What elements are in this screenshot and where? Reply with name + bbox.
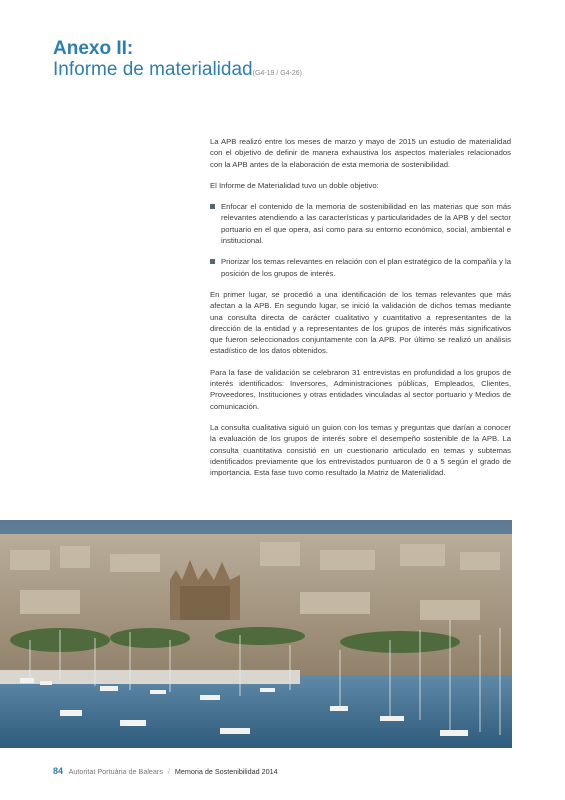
footer-separator: / [167,767,170,776]
body-text [210,136,511,488]
list-item [210,201,511,246]
list-item [210,256,511,279]
objective-list [210,201,511,279]
page-number: 84 [53,766,64,776]
organization-name: Autoritat Portuària de Balears [68,767,163,776]
paragraph-objective: El Informe de Materialidad tuvo un doble objetivo: [210,180,379,190]
annex-subtitle [53,59,302,84]
square-bullet-icon [210,259,215,264]
subtitle-text: Informe de materialidad [53,59,253,80]
list-item-text: Enfocar el contenido de la memoria de sostenibilidad en las materias que son más relevantes atendiendo a las características y particularidades de la APB y del sector portuario en el que opera, así como para su entorno económico, social, ambiental e institucional. [221,202,511,246]
gri-reference: (G4-19 / G4-26) [252,70,303,77]
list-item-text: Priorizar los temas relevantes en relación con el plan estratégico de la compañía y la posición de los grupos de interés. [221,257,511,278]
paragraph-validation: Para la fase de validación se celebraron 31 entrevistas en profundidad a los grupos de interés identificados: Inversores, Administraciones públicas, Empleados, Clientes, Proveedores, Instituciones y otras entidades vinculadas al sector portuario y Medios de comunicación. [210,367,511,411]
harbour-photo [0,520,512,748]
paragraph-consultation: La consulta cualitativa siguió un guion con los temas y preguntas que darían a conocer la evaluación de los grupos de interés sobre el desempeño sostenible de la APB. La consulta cuantitativa consistió en un cuestionario articulado en temas y subtemas identificados previamente que los entrevistados puntuaron de 0 a 5 según el grado de importancia. Esta fase tuvo como resultado la Matriz de Materialidad. [210,422,511,478]
page-heading [53,38,302,84]
square-bullet-icon [210,204,215,209]
annex-title: Anexo II: [53,38,134,59]
report-title: Memoria de Sostenibilidad 2014 [174,767,278,776]
page-footer [53,766,278,776]
paragraph-intro: La APB realizó entre los meses de marzo y mayo de 2015 un estudio de materialidad con el objetivo de definir de manera exhaustiva los aspectos materiales relacionados con la APB antes de la elaboración de esta memoria de sostenibilidad. [210,137,511,169]
paragraph-method: En primer lugar, se procedió a una identificación de los temas relevantes que más afectan a la APB. En segundo lugar, se inició la validación de dichos temas mediante una consulta directa de carácter cualitativo y cuantitativo a representantes de la dirección de la entidad y a representantes de los grupos de interés más significativos que fueron seleccionados conjuntamente con la APB. Por último se realizó un análisis estadístico de los datos obtenidos. [210,289,511,356]
